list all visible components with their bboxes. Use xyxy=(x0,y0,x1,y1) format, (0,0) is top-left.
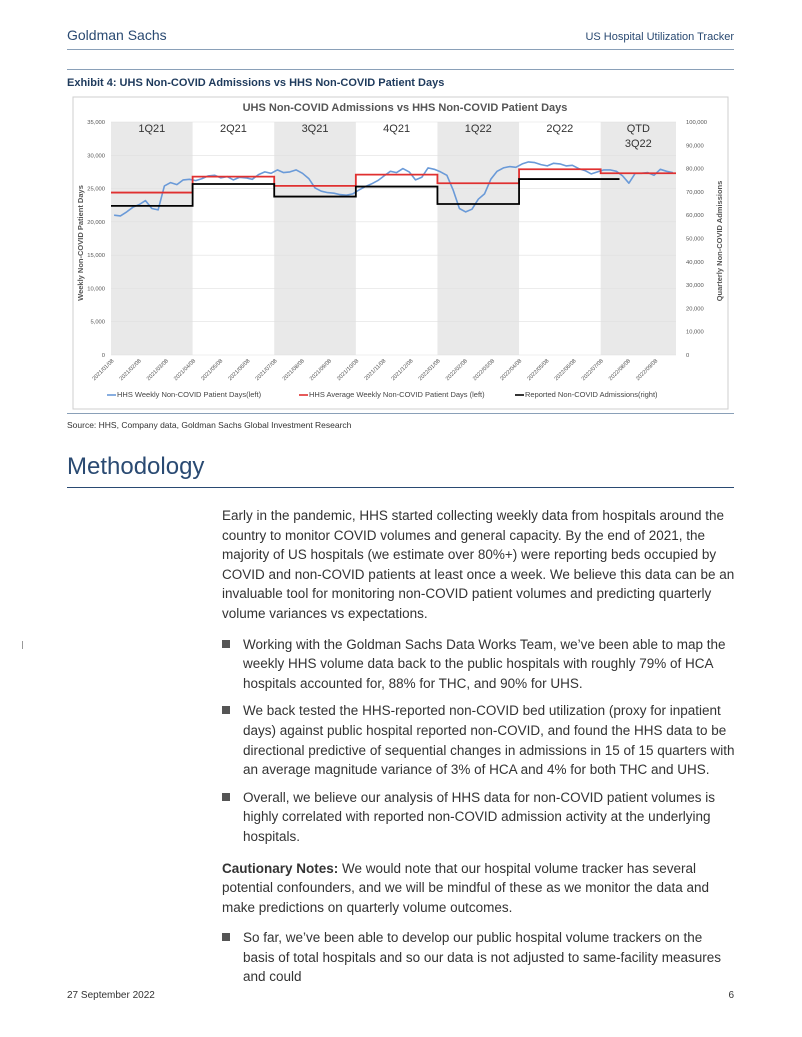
y-tick-left: 15,000 xyxy=(87,253,105,260)
bullet-text: Working with the Goldman Sachs Data Works Team, we’ve been able to map the weekly HHS volume data back to the public hospitals with roughly 79% of HCA hospitals accounted for, 88% for THC, and 90% for UHS. xyxy=(243,636,726,691)
y-tick-left: 35,000 xyxy=(87,120,105,126)
y-tick-right: 30,000 xyxy=(686,283,704,290)
quarter-label: QTD 3Q22 xyxy=(624,123,652,150)
body-text xyxy=(222,506,736,995)
y-tick-right: 10,000 xyxy=(686,329,704,336)
margin-mark xyxy=(22,641,23,649)
source-note: Source: HHS, Company data, Goldman Sachs Global Investment Research xyxy=(67,420,352,430)
quarter-shade xyxy=(601,122,676,355)
cautionary-text: We would note that our hospital volume tracker has several potential confounders, and we will be mindful of these as we monitor the data and make predictions on quarterly volume outcomes. xyxy=(222,860,710,915)
y-tick-left: 25,000 xyxy=(87,186,105,193)
report-title: US Hospital Utilization Tracker xyxy=(585,31,734,43)
header-rule xyxy=(67,49,734,50)
y-tick-right: 60,000 xyxy=(686,213,704,220)
bullet-text: We back tested the HHS-reported non-COVID bed utilization (proxy for inpatient days) against public hospital reported non-COVID, and found the HHS data to be directional predictive of sequential changes in admissions in 15 of 15 quarters with an average magnitude variance of 3% of HCA and 4% for both THC and UHS. xyxy=(243,703,735,778)
chart-frame xyxy=(67,93,734,414)
y-tick-left: 20,000 xyxy=(87,219,105,226)
bullet-square-icon xyxy=(222,640,230,648)
chart-svg xyxy=(67,93,734,413)
y-tick-left: 10,000 xyxy=(87,286,105,293)
x-tick-label: 2022/05/08 xyxy=(526,358,551,383)
x-tick-label: 2022/09/08 xyxy=(635,358,660,383)
y-tick-right: 80,000 xyxy=(686,166,704,173)
x-tick-label: 2021/01/08 xyxy=(91,358,116,383)
x-tick-label: 2021/03/08 xyxy=(145,358,170,383)
legend-label: HHS Weekly Non-COVID Patient Days(left) xyxy=(117,390,262,399)
y-tick-right: 70,000 xyxy=(686,189,704,196)
y-tick-right: 40,000 xyxy=(686,259,704,266)
x-tick-label: 2021/02/08 xyxy=(118,358,143,383)
bullet-square-icon xyxy=(222,706,230,714)
y-axis-label-right: Quarterly Non-COVID Admissions xyxy=(715,180,724,302)
quarter-shade xyxy=(111,122,193,355)
bullet-item xyxy=(222,701,736,779)
x-tick-label: 2022/03/08 xyxy=(472,358,497,383)
y-tick-left: 5,000 xyxy=(90,319,105,326)
y-tick-right: 0 xyxy=(686,353,690,359)
x-tick-label: 2022/04/08 xyxy=(499,358,524,383)
y-tick-right: 100,000 xyxy=(686,120,707,126)
y-axis-label-left: Weekly Non-COVID Patient Days xyxy=(76,185,85,301)
quarter-label: 2Q22 xyxy=(546,123,574,135)
bullet-text: Overall, we believe our analysis of HHS data for non-COVID patient volumes is highly correlated with reported non-COVID admission activity at the underlying hospitals. xyxy=(243,789,715,844)
x-tick-label: 2022/07/08 xyxy=(580,358,605,383)
bullet-text: So far, we’ve been able to develop our public hospital volume trackers on the basis of total hospitals and so our data is not adjusted to same-facility measures and could xyxy=(243,930,722,985)
cautionary-label: Cautionary Notes: xyxy=(222,860,339,876)
bullet-item xyxy=(222,635,736,694)
x-tick-label: 2021/06/08 xyxy=(227,358,252,383)
x-tick-label: 2022/02/08 xyxy=(444,358,469,383)
x-tick-label: 2021/04/08 xyxy=(173,358,198,383)
x-tick-label: 2021/08/08 xyxy=(281,358,306,383)
bullet-item xyxy=(222,788,736,847)
x-tick-label: 2022/01/08 xyxy=(417,358,442,383)
footer-date: 27 September 2022 xyxy=(67,990,155,1001)
section-title: Methodology xyxy=(67,453,205,480)
y-tick-right: 90,000 xyxy=(686,143,704,150)
quarter-shade xyxy=(274,122,356,355)
y-tick-left: 0 xyxy=(101,353,105,359)
quarter-label: 4Q21 xyxy=(383,123,411,135)
x-tick-label: 2021/10/08 xyxy=(336,358,361,383)
cautionary-paragraph xyxy=(222,859,736,918)
quarter-label: 1Q21 xyxy=(138,123,166,135)
x-tick-label: 2021/07/08 xyxy=(254,358,279,383)
bullet-square-icon xyxy=(222,933,230,941)
section-rule xyxy=(67,487,734,488)
legend-label: Reported Non-COVID Admissions(right) xyxy=(525,390,658,399)
chart-title: UHS Non-COVID Admissions vs HHS Non-COVID Patient Days xyxy=(242,102,568,114)
x-tick-label: 2021/12/08 xyxy=(390,358,415,383)
x-tick-label: 2021/05/08 xyxy=(200,358,225,383)
brand-name: Goldman Sachs xyxy=(67,27,167,43)
x-tick-label: 2022/06/08 xyxy=(553,358,578,383)
y-tick-left: 30,000 xyxy=(87,153,105,160)
x-tick-label: 2022/08/08 xyxy=(607,358,633,383)
bullet-square-icon xyxy=(222,793,230,801)
quarter-shade xyxy=(437,122,519,355)
exhibit-title: Exhibit 4: UHS Non-COVID Admissions vs HHS Non-COVID Patient Days xyxy=(67,77,445,89)
y-tick-right: 50,000 xyxy=(686,236,704,243)
quarter-label: 2Q21 xyxy=(219,123,247,135)
x-tick-label: 2021/09/08 xyxy=(308,358,334,383)
legend-label: HHS Average Weekly Non-COVID Patient Days (left) xyxy=(309,390,485,399)
exhibit-rule xyxy=(67,69,734,70)
bullet-item xyxy=(222,928,736,987)
quarter-label: 3Q21 xyxy=(301,123,329,135)
y-tick-right: 20,000 xyxy=(686,306,704,313)
quarter-label: 1Q22 xyxy=(464,123,492,135)
x-tick-label: 2021/11/08 xyxy=(363,358,388,382)
page-number: 6 xyxy=(728,990,734,1001)
intro-paragraph: Early in the pandemic, HHS started collecting weekly data from hospitals around the country to monitor COVID volumes and general capacity. By the end of 2021, the majority of US hospitals (we estimate over 80%+) were reporting beds occupied by COVID and non-COVID patients at least once a week. We believe this data can be an invaluable tool for monitoring non-COVID patient volumes and predicting quarterly volume variances vs expectations. xyxy=(222,508,735,621)
